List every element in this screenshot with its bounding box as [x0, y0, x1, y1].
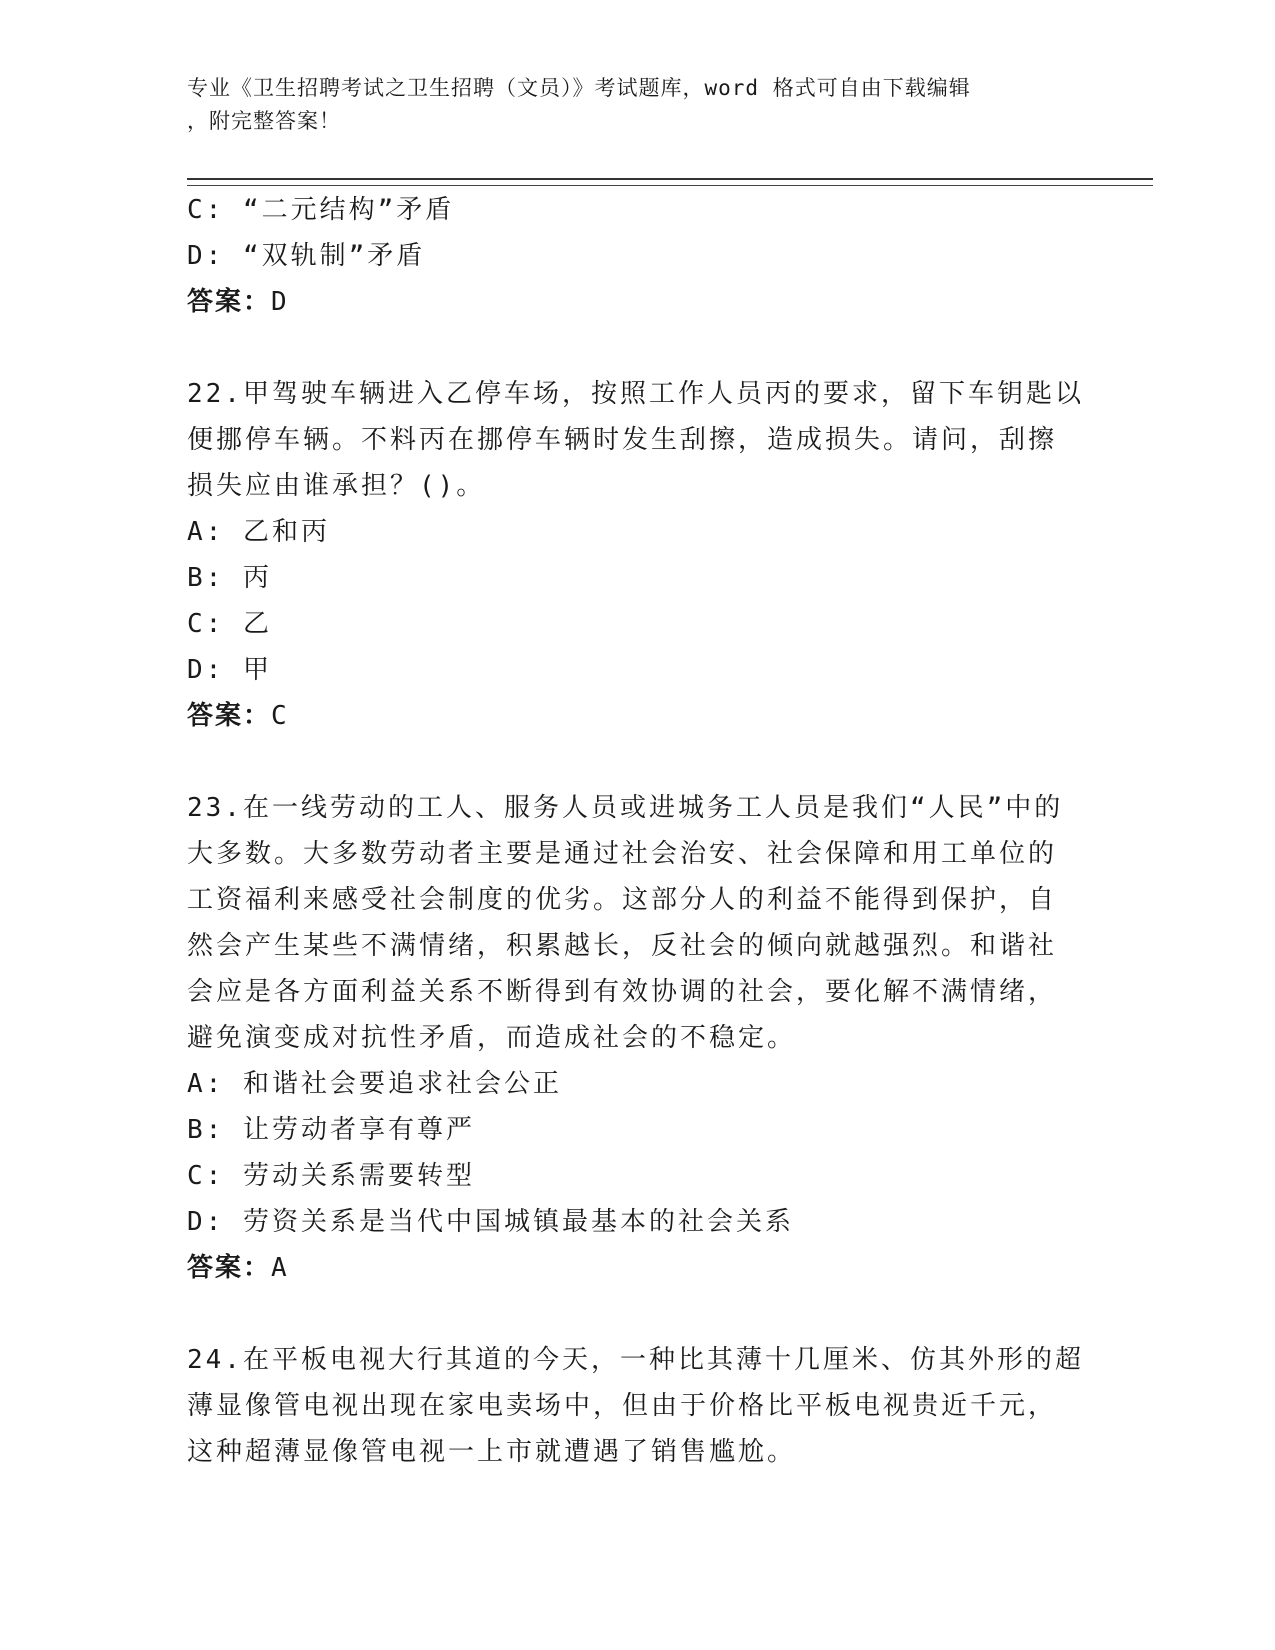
question-24: [187, 1337, 1087, 1475]
answer-label: 答案：: [187, 287, 272, 317]
option-b: B: 丙: [187, 563, 272, 593]
document-header: [187, 72, 1067, 138]
option-a: A: 乙和丙: [187, 517, 330, 547]
answer-value: D: [271, 287, 289, 317]
header-divider-thin: [187, 185, 1153, 186]
option-c: C: 劳动关系需要转型: [187, 1161, 475, 1191]
question-stem-line: 22.甲驾驶车辆进入乙停车场，按照工作人员丙的要求，留下车钥匙以: [187, 379, 1084, 409]
option-a: A: 和谐社会要追求社会公正: [187, 1069, 562, 1099]
question-stem-line: 24.在平板电视大行其道的今天，一种比其薄十几厘米、仿其外形的超: [187, 1345, 1084, 1375]
option-d: D: “双轨制”矛盾: [187, 241, 426, 271]
question-stem-line: 然会产生某些不满情绪，积累越长，反社会的倾向就越强烈。和谐社: [187, 931, 1058, 961]
answer-label: 答案：: [187, 701, 272, 731]
option-c: C: 乙: [187, 609, 272, 639]
answer-value: C: [271, 701, 289, 731]
question-stem-line: 工资福利来感受社会制度的优劣。这部分人的利益不能得到保护，自: [187, 885, 1058, 915]
spacer: [187, 739, 1087, 785]
spacer: [187, 325, 1087, 371]
question-content: [187, 187, 1087, 1475]
header-line-1: 专业《卫生招聘考试之卫生招聘（文员）》考试题库，word 格式可自由下载编辑: [187, 76, 971, 100]
question-23: [187, 785, 1087, 1291]
option-b: B: 让劳动者享有尊严: [187, 1115, 475, 1145]
spacer: [187, 1291, 1087, 1337]
answer-label: 答案：: [187, 1253, 272, 1283]
question-21: [187, 187, 1087, 325]
header-divider-thick: [187, 178, 1153, 180]
question-stem-line: 薄显像管电视出现在家电卖场中，但由于价格比平板电视贵近千元，: [187, 1391, 1058, 1421]
option-d: D: 甲: [187, 655, 272, 685]
header-line-2: ，附完整答案！: [187, 109, 341, 133]
question-stem-line: 这种超薄显像管电视一上市就遭遇了销售尴尬。: [187, 1437, 797, 1467]
answer-line: [187, 693, 1087, 739]
option-d: D: 劳资关系是当代中国城镇最基本的社会关系: [187, 1207, 794, 1237]
question-22: [187, 371, 1087, 739]
question-stem-line: 避免演变成对抗性矛盾，而造成社会的不稳定。: [187, 1023, 797, 1053]
question-stem-line: 便挪停车辆。不料丙在挪停车辆时发生刮擦，造成损失。请问，刮擦: [187, 425, 1058, 455]
answer-line: [187, 279, 1087, 325]
answer-line: [187, 1245, 1087, 1291]
question-stem-line: 大多数。大多数劳动者主要是通过社会治安、社会保障和用工单位的: [187, 839, 1058, 869]
answer-value: A: [271, 1253, 289, 1283]
question-stem-line: 23.在一线劳动的工人、服务人员或进城务工人员是我们“人民”中的: [187, 793, 1064, 823]
question-stem-line: 损失应由谁承担？()。: [187, 471, 486, 501]
question-stem-line: 会应是各方面利益关系不断得到有效协调的社会，要化解不满情绪，: [187, 977, 1058, 1007]
option-c: C: “二元结构”矛盾: [187, 195, 455, 225]
